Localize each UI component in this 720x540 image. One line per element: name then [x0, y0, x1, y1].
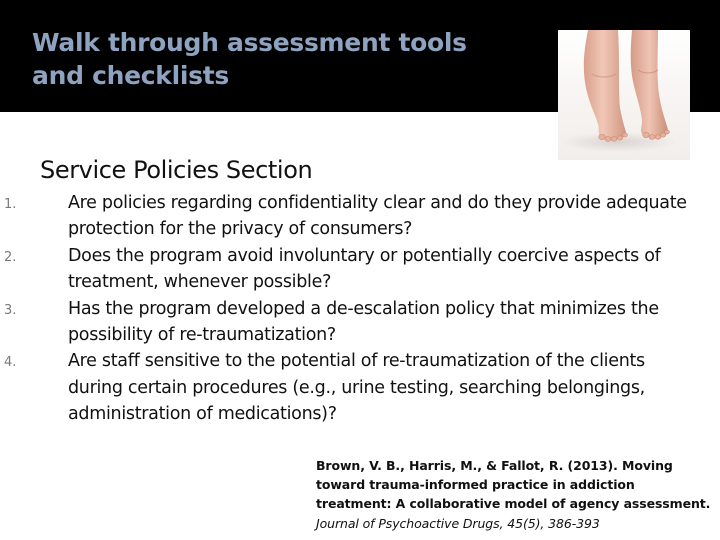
- citation-journal: Journal of Psychoactive Drugs, 45(5), 386-393: [316, 515, 600, 531]
- slide-title: [32, 26, 532, 92]
- question-item: [0, 190, 700, 243]
- citation-authors-title: Brown, V. B., Harris, M., & Fallot, R. (2013). Moving toward trauma-informed practice in addiction treatment: A collaborative model of agency assessment.: [316, 458, 711, 512]
- baby-feet-photo: [558, 30, 690, 160]
- slide-title-line-1: Walk through assessment tools: [32, 28, 467, 57]
- slide-title-line-2: and checklists: [32, 61, 229, 90]
- question-item: [0, 296, 700, 349]
- assessment-question-list: [0, 190, 700, 428]
- question-text: Does the program avoid involuntary or potentially coercive aspects of treatment, whenever possible?: [68, 245, 661, 293]
- question-number: 4.: [4, 355, 17, 371]
- left-leg: [584, 30, 626, 139]
- citation: [316, 456, 712, 533]
- question-item: [0, 243, 700, 296]
- question-text: Are policies regarding confidentiality clear and do they provide adequate protection for the privacy of consumers?: [68, 193, 687, 240]
- question-item: [0, 348, 700, 427]
- question-number: 2.: [4, 249, 17, 265]
- question-text: Has the program developed a de-escalation policy that minimizes the possibility of re-traumatization?: [68, 298, 659, 346]
- question-number: 1.: [4, 197, 17, 212]
- question-number: 3.: [4, 302, 17, 318]
- baby-feet-illustration: [558, 30, 690, 160]
- right-leg: [631, 30, 669, 137]
- question-text: Are staff sensitive to the potential of re-traumatization of the clients during certain procedures (e.g., urine testing, searching belongings, administration of medications)?: [68, 351, 645, 425]
- section-heading: Service Policies Section: [40, 156, 313, 184]
